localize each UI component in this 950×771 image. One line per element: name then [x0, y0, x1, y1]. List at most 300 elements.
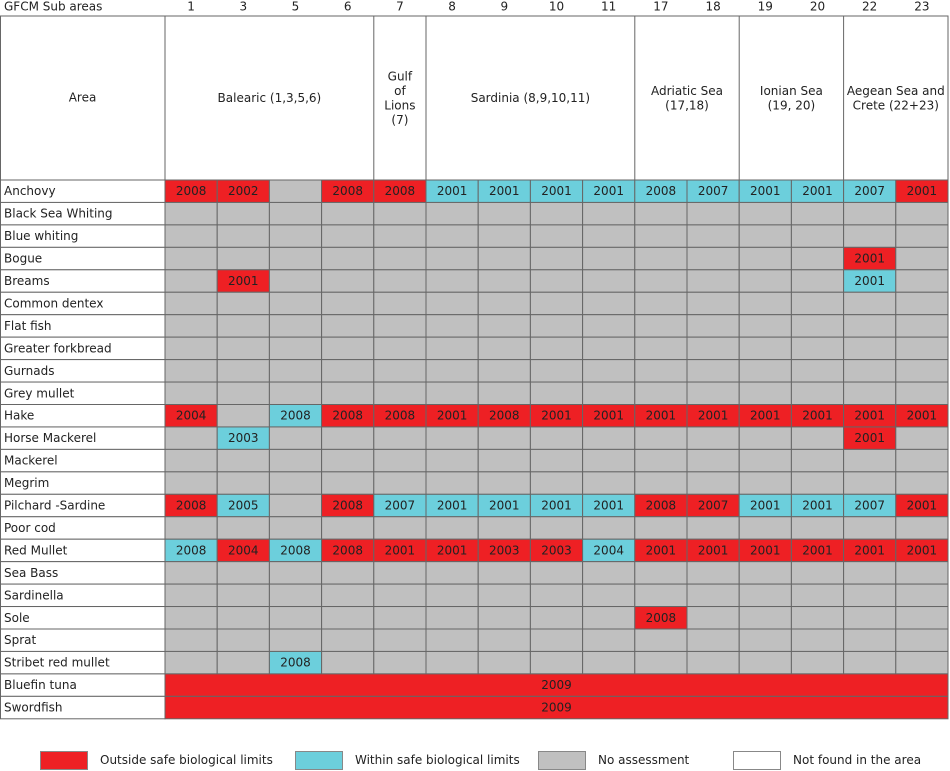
status-cell — [635, 629, 687, 651]
status-cell-year: 2001 — [489, 184, 520, 199]
status-cell — [478, 607, 530, 629]
status-cell — [269, 360, 321, 382]
status-cell-year: 2003 — [489, 543, 520, 558]
status-cell — [530, 315, 582, 337]
legend-label-no-assessment: No assessment — [598, 753, 690, 767]
status-cell — [687, 202, 739, 224]
status-cell-year: 2001 — [436, 498, 468, 513]
status-cell — [844, 360, 896, 382]
status-cell — [791, 337, 843, 359]
status-cell — [635, 517, 687, 539]
status-cell — [791, 449, 843, 471]
status-cell-year: 2003 — [541, 543, 572, 558]
species-name: Sardinella — [4, 588, 64, 603]
status-cell — [739, 337, 791, 359]
status-cell-year: 2001 — [802, 408, 833, 423]
status-cell — [844, 337, 896, 359]
status-cell — [374, 472, 426, 494]
status-cell — [165, 449, 217, 471]
status-cell — [791, 247, 843, 269]
status-cell-year: 2001 — [750, 543, 781, 558]
status-cell — [896, 472, 948, 494]
subarea-number: 18 — [705, 0, 721, 14]
status-cell — [478, 472, 530, 494]
status-cell — [374, 562, 426, 584]
status-cell — [896, 247, 948, 269]
status-cell — [530, 292, 582, 314]
status-cell — [374, 517, 426, 539]
status-cell-year: 2008 — [332, 408, 363, 423]
subarea-number: 9 — [500, 0, 509, 14]
species-name: Sole — [4, 610, 30, 625]
status-cell — [739, 449, 791, 471]
status-cell — [217, 315, 269, 337]
status-cell — [635, 562, 687, 584]
status-cell-year: 2001 — [802, 543, 833, 558]
species-name: Stribet red mullet — [4, 655, 110, 670]
status-cell — [583, 315, 635, 337]
status-cell — [478, 427, 530, 449]
status-cell — [896, 337, 948, 359]
status-cell — [896, 449, 948, 471]
status-cell — [583, 225, 635, 247]
status-cell — [739, 270, 791, 292]
status-cell — [739, 651, 791, 673]
status-cell — [478, 382, 530, 404]
status-cell — [426, 427, 478, 449]
status-cell — [896, 225, 948, 247]
status-cell — [217, 562, 269, 584]
status-cell — [322, 629, 374, 651]
species-name: Flat fish — [4, 318, 52, 333]
status-cell — [322, 562, 374, 584]
status-cell — [269, 449, 321, 471]
status-cell — [739, 315, 791, 337]
status-cell — [322, 270, 374, 292]
status-cell — [478, 292, 530, 314]
status-cell — [739, 202, 791, 224]
status-cell — [374, 360, 426, 382]
status-cell — [217, 337, 269, 359]
status-cell — [426, 607, 478, 629]
status-cell — [687, 247, 739, 269]
legend — [0, 740, 950, 770]
status-cell — [374, 225, 426, 247]
subarea-number: 8 — [448, 0, 456, 14]
status-cell — [739, 517, 791, 539]
status-cell — [217, 629, 269, 651]
status-cell — [739, 427, 791, 449]
status-cell-year: 2001 — [906, 408, 938, 423]
status-cell — [478, 247, 530, 269]
status-cell — [583, 607, 635, 629]
status-cell — [791, 562, 843, 584]
subarea-number: 17 — [653, 0, 669, 14]
status-cell — [791, 202, 843, 224]
status-cell — [165, 225, 217, 247]
status-cell — [426, 449, 478, 471]
status-cell — [791, 584, 843, 606]
status-cell — [635, 449, 687, 471]
status-cell — [687, 449, 739, 471]
status-cell — [791, 225, 843, 247]
status-cell — [739, 607, 791, 629]
status-cell-year: 2001 — [697, 543, 729, 558]
status-cell — [687, 315, 739, 337]
status-cell — [478, 202, 530, 224]
status-cell — [374, 247, 426, 269]
status-cell — [687, 360, 739, 382]
status-cell — [530, 562, 582, 584]
status-cell-year: 2004 — [593, 543, 624, 558]
status-cell-year: 2001 — [750, 408, 781, 423]
status-cell — [269, 517, 321, 539]
status-cell — [635, 315, 687, 337]
status-cell — [635, 337, 687, 359]
status-cell — [583, 449, 635, 471]
status-cell — [844, 382, 896, 404]
status-cell — [322, 607, 374, 629]
status-cell — [322, 337, 374, 359]
status-cell — [269, 247, 321, 269]
status-cell — [322, 651, 374, 673]
status-cell — [635, 584, 687, 606]
status-cell — [478, 315, 530, 337]
subarea-number: 3 — [239, 0, 248, 14]
status-cell — [844, 472, 896, 494]
status-cell — [478, 562, 530, 584]
status-cell-year: 2001 — [593, 184, 624, 199]
species-name: Horse Mackerel — [4, 431, 97, 446]
status-cell — [583, 292, 635, 314]
status-cell-year: 2002 — [228, 184, 259, 199]
status-cell — [896, 562, 948, 584]
status-cell — [217, 607, 269, 629]
status-cell — [426, 562, 478, 584]
status-cell-year: 2007 — [697, 498, 729, 513]
status-cell — [583, 629, 635, 651]
status-cell-year: 2008 — [175, 543, 207, 558]
status-cell — [896, 584, 948, 606]
status-cell — [844, 629, 896, 651]
status-cell — [635, 270, 687, 292]
status-cell — [374, 315, 426, 337]
status-cell — [165, 584, 217, 606]
status-cell — [896, 292, 948, 314]
status-cell — [322, 315, 374, 337]
status-cell-year: 2007 — [854, 184, 885, 199]
species-name: Grey mullet — [4, 386, 75, 401]
status-cell — [791, 472, 843, 494]
status-cell-year: 2004 — [228, 543, 259, 558]
status-cell-year: 2001 — [489, 498, 520, 513]
status-cell — [739, 382, 791, 404]
area-group-label: Gulf of Lions (7) — [384, 68, 416, 127]
status-cell — [687, 225, 739, 247]
status-cell — [844, 202, 896, 224]
status-cell — [739, 562, 791, 584]
status-cell — [739, 360, 791, 382]
status-cell — [217, 472, 269, 494]
status-cell — [322, 517, 374, 539]
species-name: Megrim — [4, 476, 50, 491]
status-cell — [478, 337, 530, 359]
status-cell — [687, 337, 739, 359]
status-cell — [426, 472, 478, 494]
subarea-number: 11 — [601, 0, 617, 14]
status-cell — [269, 270, 321, 292]
status-cell — [530, 360, 582, 382]
status-cell-year: 2001 — [697, 408, 729, 423]
species-name: Common dentex — [4, 296, 104, 311]
status-cell-year: 2001 — [436, 408, 468, 423]
status-cell — [269, 202, 321, 224]
status-cell-year: 2001 — [645, 543, 677, 558]
status-cell — [478, 517, 530, 539]
status-cell — [896, 607, 948, 629]
species-name: Mackerel — [4, 453, 58, 468]
status-cell — [583, 202, 635, 224]
status-cell — [530, 225, 582, 247]
status-cell — [844, 584, 896, 606]
status-cell — [322, 360, 374, 382]
subarea-number: 10 — [548, 0, 565, 14]
status-cell-year: 2008 — [175, 498, 207, 513]
status-cell — [269, 562, 321, 584]
status-cell — [530, 427, 582, 449]
status-cell — [844, 651, 896, 673]
status-cell — [844, 225, 896, 247]
status-cell — [165, 270, 217, 292]
status-cell — [217, 449, 269, 471]
area-header-label: Area — [68, 90, 97, 105]
status-cell — [583, 270, 635, 292]
status-cell-year: 2001 — [854, 408, 885, 423]
status-cell — [739, 584, 791, 606]
status-cell — [269, 225, 321, 247]
status-cell — [635, 651, 687, 673]
status-cell — [583, 427, 635, 449]
status-cell — [165, 315, 217, 337]
status-cell — [844, 517, 896, 539]
species-name: Hake — [4, 408, 35, 423]
subarea-number: 6 — [343, 0, 352, 14]
status-cell — [896, 427, 948, 449]
status-cell — [635, 202, 687, 224]
status-cell — [635, 247, 687, 269]
status-cell — [583, 584, 635, 606]
status-cell — [530, 472, 582, 494]
status-cell — [269, 584, 321, 606]
status-cell-year: 2001 — [436, 543, 468, 558]
status-cell-year: 2001 — [854, 274, 885, 289]
status-cell — [269, 337, 321, 359]
status-cell — [687, 382, 739, 404]
status-cell — [217, 382, 269, 404]
status-cell-year: 2001 — [750, 498, 781, 513]
status-cell — [322, 427, 374, 449]
status-cell — [791, 651, 843, 673]
status-cell — [426, 202, 478, 224]
status-cell — [530, 517, 582, 539]
status-cell — [269, 315, 321, 337]
status-cell — [687, 270, 739, 292]
area-group-label: Balearic (1,3,5,6) — [217, 90, 322, 105]
status-cell — [165, 607, 217, 629]
area-group-label: Ionian Sea (19, 20) — [759, 83, 823, 112]
status-cell — [739, 225, 791, 247]
species-name: Bluefin tuna — [4, 678, 77, 693]
status-cell — [791, 382, 843, 404]
status-cell — [687, 607, 739, 629]
status-cell — [165, 247, 217, 269]
status-cell-year: 2001 — [802, 184, 833, 199]
status-cell — [896, 202, 948, 224]
subarea-number: 1 — [187, 0, 195, 14]
status-cell — [426, 225, 478, 247]
status-cell — [687, 584, 739, 606]
status-cell-year: 2001 — [906, 498, 938, 513]
status-cell-year: 2001 — [228, 274, 259, 289]
status-cell — [374, 449, 426, 471]
status-cell — [217, 584, 269, 606]
status-cell — [374, 337, 426, 359]
status-cell — [896, 517, 948, 539]
status-cell — [791, 517, 843, 539]
subarea-number: 23 — [914, 0, 930, 14]
status-cell — [687, 427, 739, 449]
status-cell — [478, 584, 530, 606]
subarea-number: 5 — [291, 0, 300, 14]
species-name: Bogue — [4, 251, 43, 266]
status-cell-year: 2008 — [332, 543, 363, 558]
species-name: Swordfish — [4, 700, 63, 715]
status-cell — [374, 651, 426, 673]
species-name: Anchovy — [4, 184, 56, 199]
status-cell — [896, 651, 948, 673]
status-cell — [530, 202, 582, 224]
status-cell — [217, 292, 269, 314]
legend-swatch-outside — [40, 751, 88, 770]
status-cell — [635, 382, 687, 404]
status-cell — [530, 449, 582, 471]
species-name: Poor cod — [4, 520, 56, 535]
status-cell-year: 2001 — [593, 408, 624, 423]
status-cell — [426, 247, 478, 269]
status-cell-year: 2008 — [280, 408, 311, 423]
status-cell — [374, 427, 426, 449]
subarea-number: 7 — [396, 0, 404, 14]
status-cell — [530, 651, 582, 673]
status-cell — [217, 517, 269, 539]
status-cell — [165, 427, 217, 449]
status-cell — [165, 651, 217, 673]
status-cell-year: 2001 — [645, 408, 677, 423]
status-cell-year: 2001 — [854, 543, 885, 558]
status-cell-year: 2001 — [854, 251, 885, 266]
status-cell — [583, 517, 635, 539]
status-cell — [165, 629, 217, 651]
status-cell — [269, 427, 321, 449]
status-cell-year: 2001 — [384, 543, 416, 558]
area-group-label: Aegean Sea and Crete (22+23) — [846, 83, 945, 112]
status-cell — [478, 449, 530, 471]
status-cell-year: 2001 — [906, 184, 938, 199]
status-cell — [322, 472, 374, 494]
status-cell — [583, 472, 635, 494]
status-cell — [478, 651, 530, 673]
species-name: Greater forkbread — [4, 341, 112, 356]
status-cell — [374, 202, 426, 224]
status-cell — [322, 584, 374, 606]
status-cell — [217, 651, 269, 673]
status-cell — [530, 584, 582, 606]
status-cell-year: 2008 — [489, 408, 520, 423]
status-cell — [426, 337, 478, 359]
species-name: Sprat — [4, 633, 37, 648]
status-cell — [165, 360, 217, 382]
status-cell — [374, 607, 426, 629]
status-cell — [844, 315, 896, 337]
status-cell — [530, 382, 582, 404]
status-cell — [583, 337, 635, 359]
status-cell — [739, 629, 791, 651]
status-cell — [635, 225, 687, 247]
status-cell — [530, 247, 582, 269]
status-cell — [426, 382, 478, 404]
subarea-number: 20 — [809, 0, 826, 14]
status-cell — [844, 562, 896, 584]
status-cell — [896, 360, 948, 382]
status-cell-year: 2001 — [541, 184, 572, 199]
status-cell-year: 2001 — [854, 431, 885, 446]
status-cell — [635, 292, 687, 314]
status-cell — [687, 472, 739, 494]
status-cell-year: 2001 — [593, 498, 624, 513]
status-cell — [478, 270, 530, 292]
status-cell — [165, 517, 217, 539]
area-group-label: Adriatic Sea (17,18) — [650, 83, 724, 112]
status-cell — [426, 629, 478, 651]
status-cell-year: 2001 — [541, 498, 572, 513]
status-cell-year: 2001 — [802, 498, 833, 513]
status-cell — [844, 449, 896, 471]
status-cell — [374, 292, 426, 314]
status-cell-year: 2008 — [332, 184, 363, 199]
legend-label-outside: Outside safe biological limits — [100, 753, 273, 767]
legend-swatch-not-found — [733, 751, 781, 770]
status-cell — [322, 202, 374, 224]
status-cell — [739, 292, 791, 314]
status-cell — [269, 180, 321, 202]
status-cell-year: 2007 — [854, 498, 885, 513]
status-cell — [739, 247, 791, 269]
status-cell-year: 2001 — [750, 184, 781, 199]
status-cell-year: 2008 — [384, 408, 416, 423]
status-cell — [269, 607, 321, 629]
status-cell — [374, 382, 426, 404]
area-group-label: Sardinia (8,9,10,11) — [470, 90, 591, 105]
status-cell — [426, 360, 478, 382]
species-name: Sea Bass — [4, 565, 59, 580]
status-cell — [739, 472, 791, 494]
species-name: Breams — [4, 274, 50, 289]
species-name: Pilchard -Sardine — [4, 498, 106, 513]
species-name: Black Sea Whiting — [4, 206, 113, 221]
status-cell — [269, 494, 321, 516]
status-cell — [322, 292, 374, 314]
status-cell-year: 2009 — [541, 678, 572, 693]
